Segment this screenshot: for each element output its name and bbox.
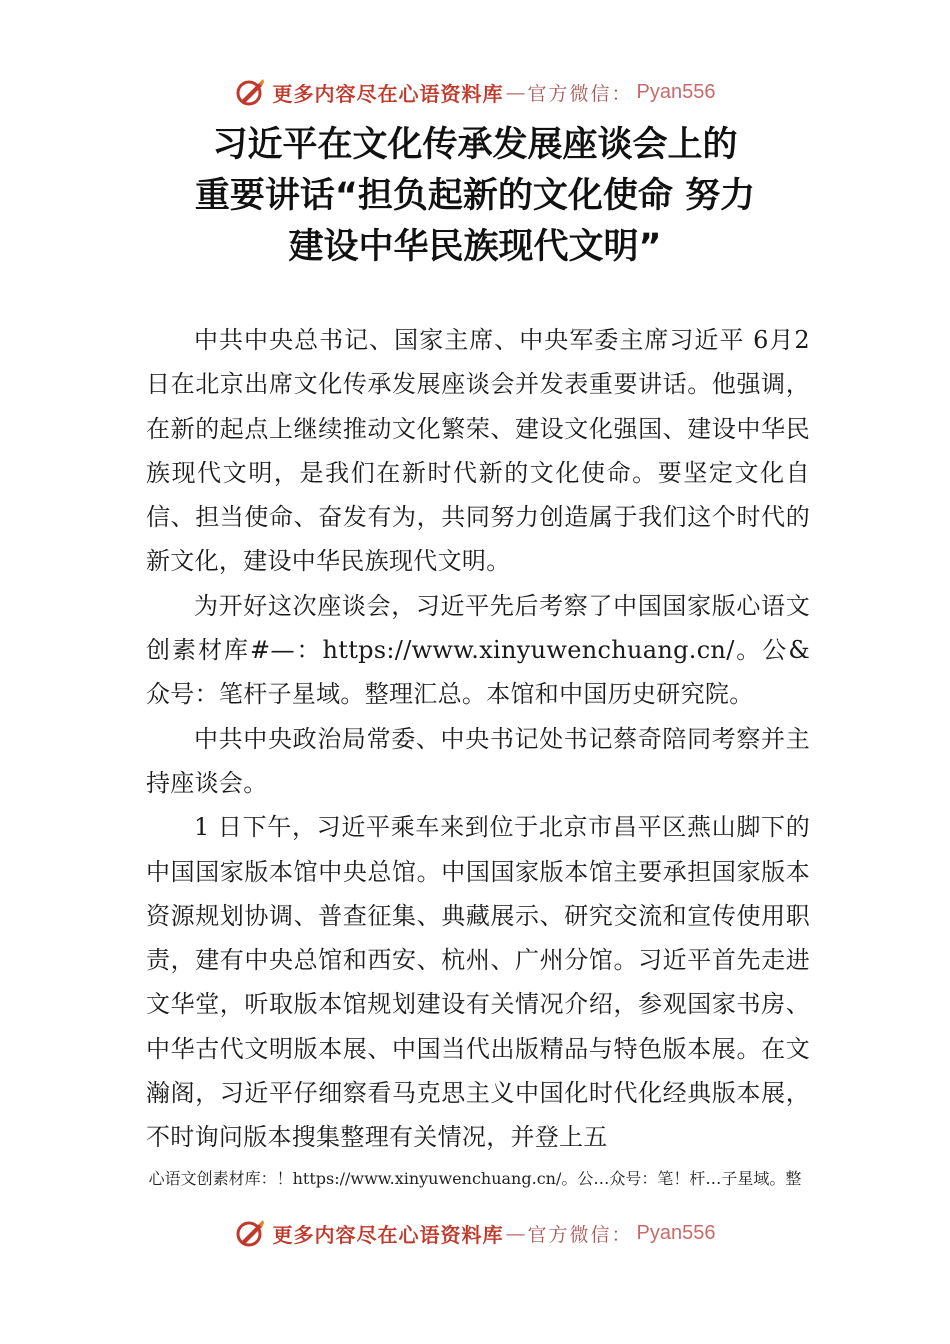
document-title <box>0 120 950 273</box>
title-line: 重要讲话“担负起新的文化使命 努力 <box>194 176 756 216</box>
promo-text: 更多内容尽在心语资料库 <box>272 81 504 106</box>
pen-logo-icon <box>235 1218 265 1248</box>
paragraph: 为开好这次座谈会，习近平先后考察了中国国家版心语文创素材库#—：https://www.xinyuwenchuang.cn/。公&众号：笔杆子星域。整理汇总。本馆和中国历史研究院。 <box>146 591 810 709</box>
paragraph: 1 日下午，习近平乘车来到位于北京市昌平区燕山脚下的中国国家版本馆中央总馆。中国国家版本馆主要承担国家版本资源规划协调、普查征集、典藏展示、研究交流和宣传使用职责，建有中央总馆和西安、杭州、广州分馆。习近平首先走进文华堂，听取版本馆规划建设有关情况介绍，参观国家书房、中华古代文明版本展、中国当代出版精品与特色版本展。在文瀚阁，习近平仔细察看马克思主义中国化时代化经典版本展，不时询问版本搜集整理有关情况，并登上五 <box>146 813 810 1152</box>
promo-text: 更多内容尽在心语资料库 <box>272 1222 504 1247</box>
paragraph: 中共中央总书记、国家主席、中央军委主席习近平 6月2 日在北京出席文化传承发展座谈会并发表重要讲话。他强调，在新的起点上继续推动文化繁荣、建设文化强国、建设中华民族现代文明，是我们在新时代新的文化使命。要坚定文化自信、担当使命、奋发有为，共同努力创造属于我们这个时代的新文化，建设中华民族现代文明。 <box>146 326 810 576</box>
wechat-label: 官方微信： <box>527 1223 633 1246</box>
document-body <box>146 318 810 1160</box>
wechat-id: Pyan556 <box>636 80 716 103</box>
pen-logo-icon <box>235 77 265 107</box>
title-line: 习近平在文化传承发展座谈会上的 <box>212 125 738 165</box>
paragraph: 中共中央政治局常委、中央书记处书记蔡奇陪同考察并主持座谈会。 <box>146 724 810 797</box>
title-line: 建设中华民族现代文明” <box>288 227 662 267</box>
wechat-label: 官方微信： <box>527 82 633 105</box>
banner-dash: — <box>505 80 526 104</box>
footer-note: 心语文创素材库：！https://www.xinyuwenchuang.cn/。公…众号：笔！杆…子星域。整 <box>148 1169 802 1188</box>
wechat-id: Pyan556 <box>636 1221 716 1244</box>
bottom-banner <box>0 1213 950 1253</box>
banner-dash: — <box>505 1221 526 1245</box>
top-banner <box>0 72 950 112</box>
